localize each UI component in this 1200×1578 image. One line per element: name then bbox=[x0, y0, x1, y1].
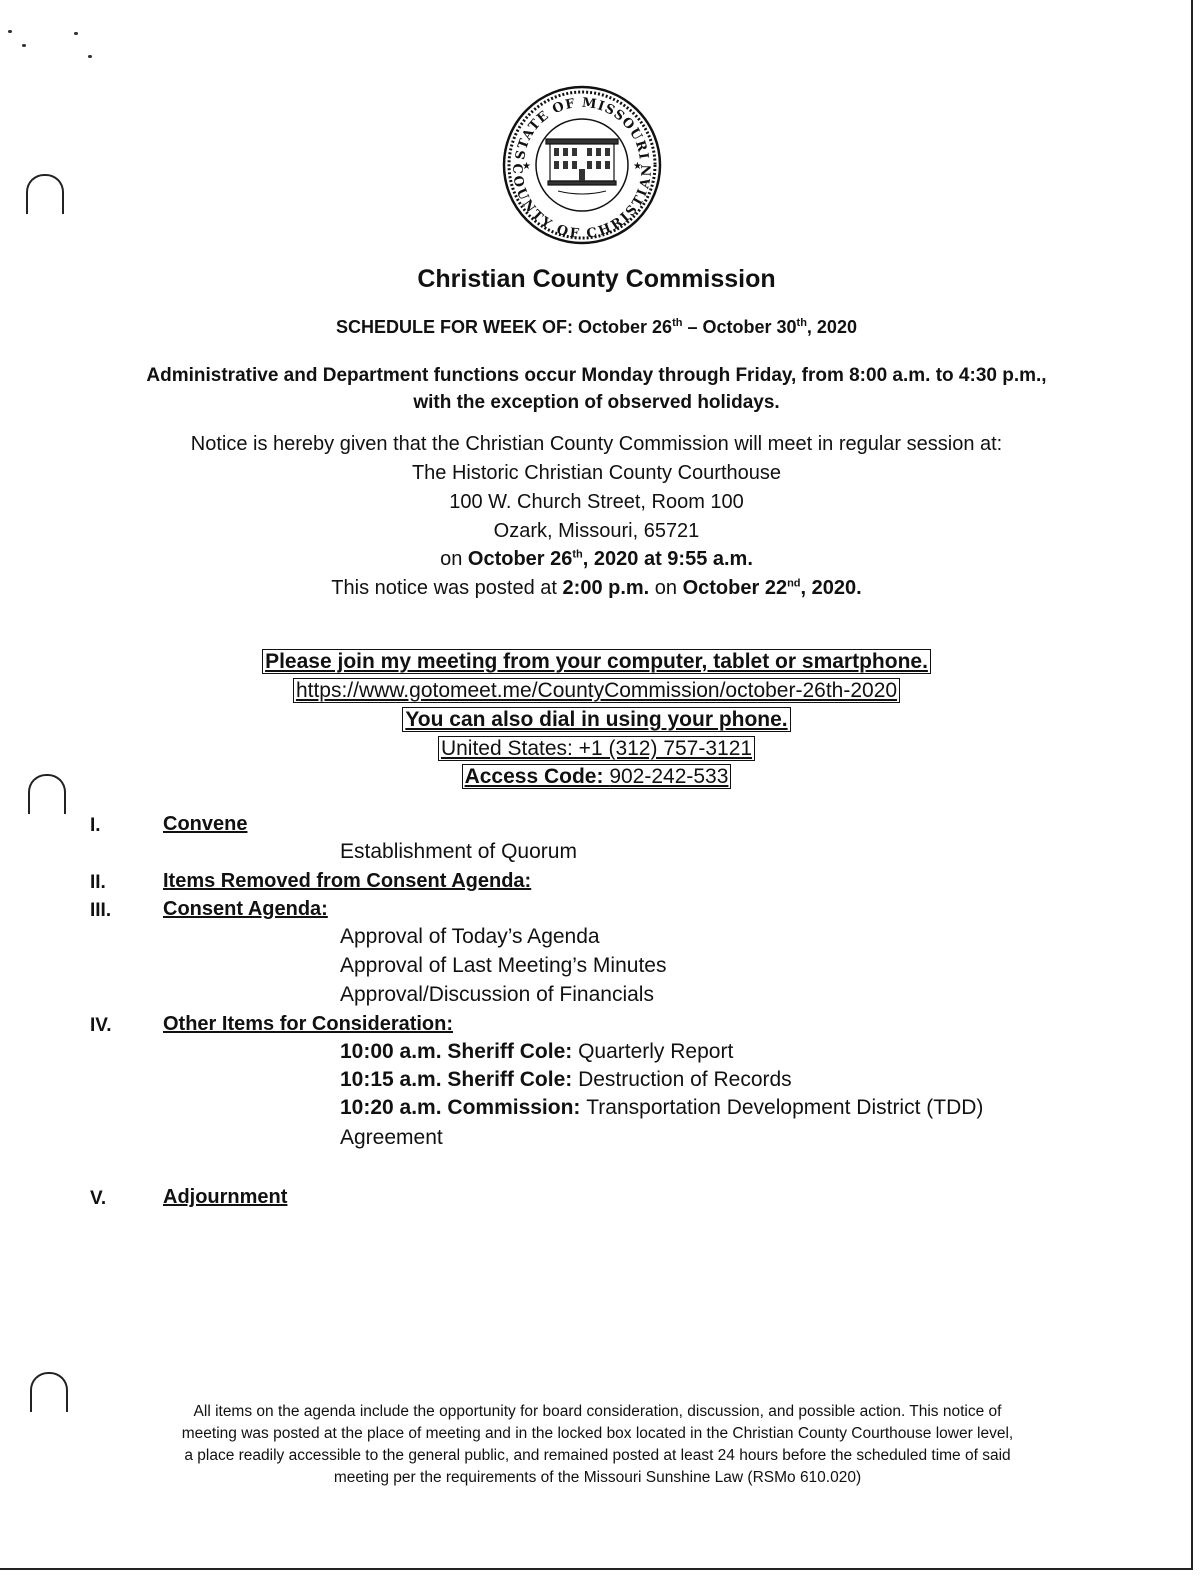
page-border-bottom bbox=[0, 1568, 1193, 1570]
section-number: IV. bbox=[90, 1015, 112, 1036]
agenda-item-text: Destruction of Records bbox=[578, 1068, 792, 1091]
punch-hole bbox=[26, 174, 64, 206]
join-meeting-line bbox=[0, 650, 1193, 674]
posted-on: on bbox=[649, 577, 683, 599]
agenda-item: Approval of Last Meeting’s Minutes bbox=[340, 954, 667, 977]
footer-line-4: meeting per the requirements of the Missouri Sunshine Law (RSMo 610.020) bbox=[333, 1469, 862, 1486]
county-seal bbox=[502, 85, 662, 245]
scan-speck bbox=[74, 32, 78, 35]
page-title: Christian County Commission bbox=[417, 265, 776, 293]
section-number: I. bbox=[90, 815, 101, 836]
agenda-item-time: 10:20 a.m. Commission: bbox=[340, 1096, 587, 1119]
scan-speck bbox=[22, 44, 26, 47]
agenda-item-text: Quarterly Report bbox=[578, 1040, 734, 1063]
seal-star-icon: ★ bbox=[633, 161, 642, 172]
posted-date-suffix: nd bbox=[787, 577, 801, 590]
access-code-label: Access Code: bbox=[464, 765, 610, 788]
schedule-start-suffix: th bbox=[672, 317, 683, 329]
notice-on-word: on bbox=[440, 548, 468, 570]
scan-speck bbox=[8, 30, 12, 33]
agenda-item-continuation: Agreement bbox=[340, 1126, 443, 1149]
access-code-line bbox=[0, 765, 1193, 789]
section-title-adjournment: Adjournment bbox=[163, 1186, 288, 1208]
seal-star-icon: ★ bbox=[522, 161, 531, 172]
meeting-url-link[interactable]: https://www.gotomeet.me/CountyCommission/october-26th-2020 bbox=[293, 678, 900, 703]
schedule-week-line bbox=[0, 317, 1193, 338]
agenda-item-time: 10:15 a.m. Sheriff Cole: bbox=[340, 1068, 579, 1091]
scan-speck bbox=[88, 55, 92, 58]
meeting-time: , 2020 at 9:55 a.m. bbox=[582, 548, 753, 570]
agenda-item: Approval of Today’s Agenda bbox=[340, 925, 600, 948]
seal-top-text: STATE OF MISSOURI bbox=[513, 95, 651, 161]
agenda-item: Establishment of Quorum bbox=[340, 840, 577, 863]
dial-in-line bbox=[0, 708, 1193, 732]
dial-in-text: You can also dial in using your phone. bbox=[402, 707, 790, 732]
notice-posted-line bbox=[0, 577, 1193, 600]
admin-hours-line-2: with the exception of observed holidays. bbox=[413, 392, 780, 413]
meeting-date-suffix: th bbox=[572, 548, 583, 561]
notice-street: 100 W. Church Street, Room 100 bbox=[449, 491, 744, 513]
agenda-item-time: 10:00 a.m. Sheriff Cole: bbox=[340, 1040, 579, 1063]
schedule-start-date: October 26 bbox=[578, 317, 673, 337]
phone-number[interactable]: United States: +1 (312) 757-3121 bbox=[438, 736, 755, 761]
meeting-url-line bbox=[0, 679, 1193, 703]
posted-date: October 22 bbox=[682, 577, 788, 599]
section-number: II. bbox=[90, 872, 106, 893]
access-code-box bbox=[462, 764, 732, 789]
agenda-item bbox=[340, 1096, 983, 1120]
access-code-value: 902-242-533 bbox=[609, 765, 729, 788]
agenda-item bbox=[340, 1068, 792, 1092]
footer-line-3: a place readily accessible to the general public, and remained posted at least 24 hours before the scheduled time of said bbox=[184, 1447, 1011, 1464]
posted-time: 2:00 p.m. bbox=[562, 577, 650, 599]
section-title-items-removed: Items Removed from Consent Agenda: bbox=[163, 870, 532, 892]
posted-prefix: This notice was posted at bbox=[331, 577, 563, 599]
section-title-other-items: Other Items for Consideration: bbox=[163, 1013, 454, 1035]
section-title-convene: Convene bbox=[163, 813, 248, 835]
schedule-year: , 2020 bbox=[806, 317, 857, 337]
seal-bottom-text: COUNTY OF CHRISTIAN bbox=[509, 163, 655, 242]
agenda-item-text: Transportation Development District (TDD) bbox=[586, 1096, 984, 1119]
admin-hours-line-1: Administrative and Department functions occur Monday through Friday, from 8:00 a.m. to 4:30 p.m., bbox=[146, 365, 1047, 386]
notice-city: Ozark, Missouri, 65721 bbox=[493, 520, 700, 542]
section-title-consent-agenda: Consent Agenda: bbox=[163, 898, 328, 920]
phone-number-line bbox=[0, 737, 1193, 761]
schedule-end-date: October 30 bbox=[702, 317, 797, 337]
meeting-date: October 26 bbox=[467, 548, 573, 570]
join-meeting-text: Please join my meeting from your computer, tablet or smartphone. bbox=[262, 649, 931, 674]
notice-meeting-datetime bbox=[0, 548, 1193, 571]
posted-year: , 2020. bbox=[800, 577, 862, 599]
footer-line-1: All items on the agenda include the opportunity for board consideration, discussion, and possible action. This notice of bbox=[193, 1403, 1002, 1420]
agenda-item: Approval/Discussion of Financials bbox=[340, 983, 654, 1006]
section-number: V. bbox=[90, 1188, 107, 1209]
notice-intro: Notice is hereby given that the Christian County Commission will meet in regular session at: bbox=[190, 433, 1003, 455]
footer-line-2: meeting was posted at the place of meeting and in the locked box located in the Christian County Courthouse lower level, bbox=[181, 1425, 1014, 1442]
schedule-end-suffix: th bbox=[796, 317, 807, 329]
schedule-dash: – bbox=[682, 317, 703, 337]
punch-hole bbox=[30, 1372, 68, 1404]
courthouse-drawing bbox=[546, 139, 618, 194]
section-number: III. bbox=[90, 900, 112, 921]
agenda-item bbox=[340, 1040, 733, 1064]
schedule-prefix: SCHEDULE FOR WEEK OF: bbox=[336, 317, 579, 337]
notice-venue: The Historic Christian County Courthouse bbox=[411, 462, 782, 484]
